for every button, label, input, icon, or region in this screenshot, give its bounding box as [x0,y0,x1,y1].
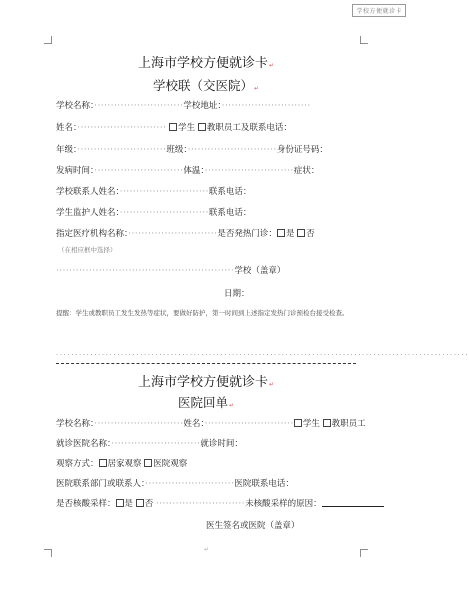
dot-leader: ··························· [187,145,277,155]
label-id-number: 身份证号码： [276,145,328,155]
row-school-name[interactable] [56,101,311,112]
crop-mark-icon [44,549,52,557]
label2-observation-method: 观察方式： [56,459,99,469]
card1-title[interactable] [0,52,412,71]
label-guardian-phone: 联系电话： [208,208,252,218]
dot-leader: ··························· [204,166,294,176]
dot-leader: ··························· [204,419,294,429]
label2-student: 学生 [302,419,320,429]
checkbox-icon[interactable] [144,459,152,467]
crop-mark-icon [360,36,368,44]
dot-leader: ··························· [128,229,218,239]
card2-title[interactable] [0,371,412,390]
card1-subtitle[interactable] [0,76,412,94]
row-school-seal[interactable] [56,266,285,277]
label2-no: 否 [144,499,154,509]
card2-subtitle[interactable] [0,393,412,411]
label2-yes: 是 [124,499,134,509]
row-onset[interactable] [56,166,319,177]
checkbox-icon[interactable] [99,459,107,467]
notice-text: 提醒：学生或教职员工发生发热等症状，要做好防护，第一时间到上述指定发热门诊预检台接受检查。 [56,309,349,317]
row-guardian[interactable] [56,208,251,219]
dot-leader: ··························· [77,145,167,155]
row-name[interactable] [56,123,292,134]
dot-leader: ··························· [56,351,160,359]
label-school-name: 学校名称： [56,101,95,111]
label-temperature: 体温： [183,166,205,176]
footer-paragraph-mark-icon: ↵ [204,546,210,553]
cut-line [56,363,356,364]
label2-hospital-contact-phone: 医院联系电话： [234,479,294,489]
label-grade: 年级： [56,145,78,155]
label2-signature: 医生签名或医院（盖章） [206,521,300,531]
row2-hospital-contact[interactable] [56,479,294,490]
checkbox-icon[interactable] [136,499,144,507]
label-date: 日期： [224,289,250,299]
checkbox-icon[interactable] [294,419,302,427]
checkbox-icon[interactable] [198,123,206,131]
dot-leader: ··························· [119,187,209,197]
label2-school-name: 学校名称： [56,419,95,429]
label-yes: 是 [285,229,295,239]
label2-hospital-contact-dept: 医院联系部门或联系人： [56,479,146,489]
separator-dots [56,351,469,359]
paragraph-mark-icon: ↵ [268,62,275,69]
crop-mark-icon [44,36,52,44]
checkbox-icon[interactable] [116,499,124,507]
card1-subtitle-text: 学校联（交医院） [152,78,253,93]
row2-signature[interactable] [206,521,300,532]
crop-mark-icon [360,549,368,557]
row-school-contact[interactable] [56,187,251,198]
row-grade[interactable] [56,145,328,156]
paragraph-mark-icon: ↵ [253,85,260,92]
card2-title-text: 上海市学校方便就诊卡 [137,375,268,390]
label-school-address: 学校地址： [183,101,222,111]
checkbox-icon[interactable] [323,419,331,427]
label-name: 姓名： [56,123,78,133]
selection-note: （在相应框中选择） [58,246,117,254]
checkbox-icon[interactable] [169,123,177,131]
label-student: 学生 [178,123,196,133]
paragraph-mark-icon: ↵ [228,402,235,409]
dot-leader: ··························· [56,266,146,276]
dot-leader: ··························· [94,166,184,176]
card2-subtitle-text: 医院回单 [177,395,228,410]
label2-hospital-name: 就诊医院名称： [56,439,112,449]
page-label: 学校方便就诊卡 [352,4,406,17]
dot-leader: ··························· [94,419,184,429]
dot-leader: ··························· [94,101,184,111]
label-staff-phone: 教职员工及联系电话： [206,123,292,133]
paragraph-mark-icon: ↵ [268,381,275,388]
row-date[interactable] [224,289,250,300]
dot-leader: ··························· [111,439,201,449]
label-no: 否 [306,229,315,239]
dot-leader: ··························· [119,208,209,218]
label-school-seal: 学校（盖章） [234,266,286,276]
dot-leader: ··························· [262,351,366,359]
label-onset-time: 发病时间： [56,166,95,176]
label-designated-facility: 指定医疗机构名称： [56,229,129,239]
dot-leader: ··························· [365,351,469,359]
dot-leader: ··························· [221,101,311,111]
dot-leader: ··························· [145,266,235,276]
dot-leader: ··························· [77,123,167,133]
dot-leader: ··························· [159,351,263,359]
dot-leader: ··························· [145,479,235,489]
reason-underline[interactable] [322,506,384,507]
label2-no-test-reason: 未核酸采样的原因： [245,499,322,509]
label2-staff: 教职员工 [331,419,366,429]
label-symptoms: 症状： [293,166,320,176]
row2-school-name[interactable] [56,419,366,430]
label2-nucleic-test: 是否核酸采样： [56,499,116,509]
row2-observation[interactable] [56,459,187,470]
checkbox-icon[interactable] [297,229,305,237]
label-class: 班级： [166,145,188,155]
label-contact-phone: 联系电话： [208,187,252,197]
label2-name: 姓名： [183,419,205,429]
checkbox-icon[interactable] [277,229,285,237]
label-school-contact: 学校联系人姓名： [56,187,120,197]
dot-leader: ··························· [155,499,246,509]
row-facility[interactable] [56,229,315,240]
label2-visit-time: 就诊时间： [200,439,243,449]
label2-home-observation: 居家观察 [107,459,142,469]
row2-hospital[interactable] [56,439,243,450]
row2-nucleic[interactable] [56,499,384,510]
card1-title-text: 上海市学校方便就诊卡 [137,56,268,71]
label2-hospital-observation: 医院观察 [153,459,188,469]
label-guardian: 学生监护人姓名： [56,208,120,218]
label-fever-clinic: 是否発热门诊： [217,229,277,239]
